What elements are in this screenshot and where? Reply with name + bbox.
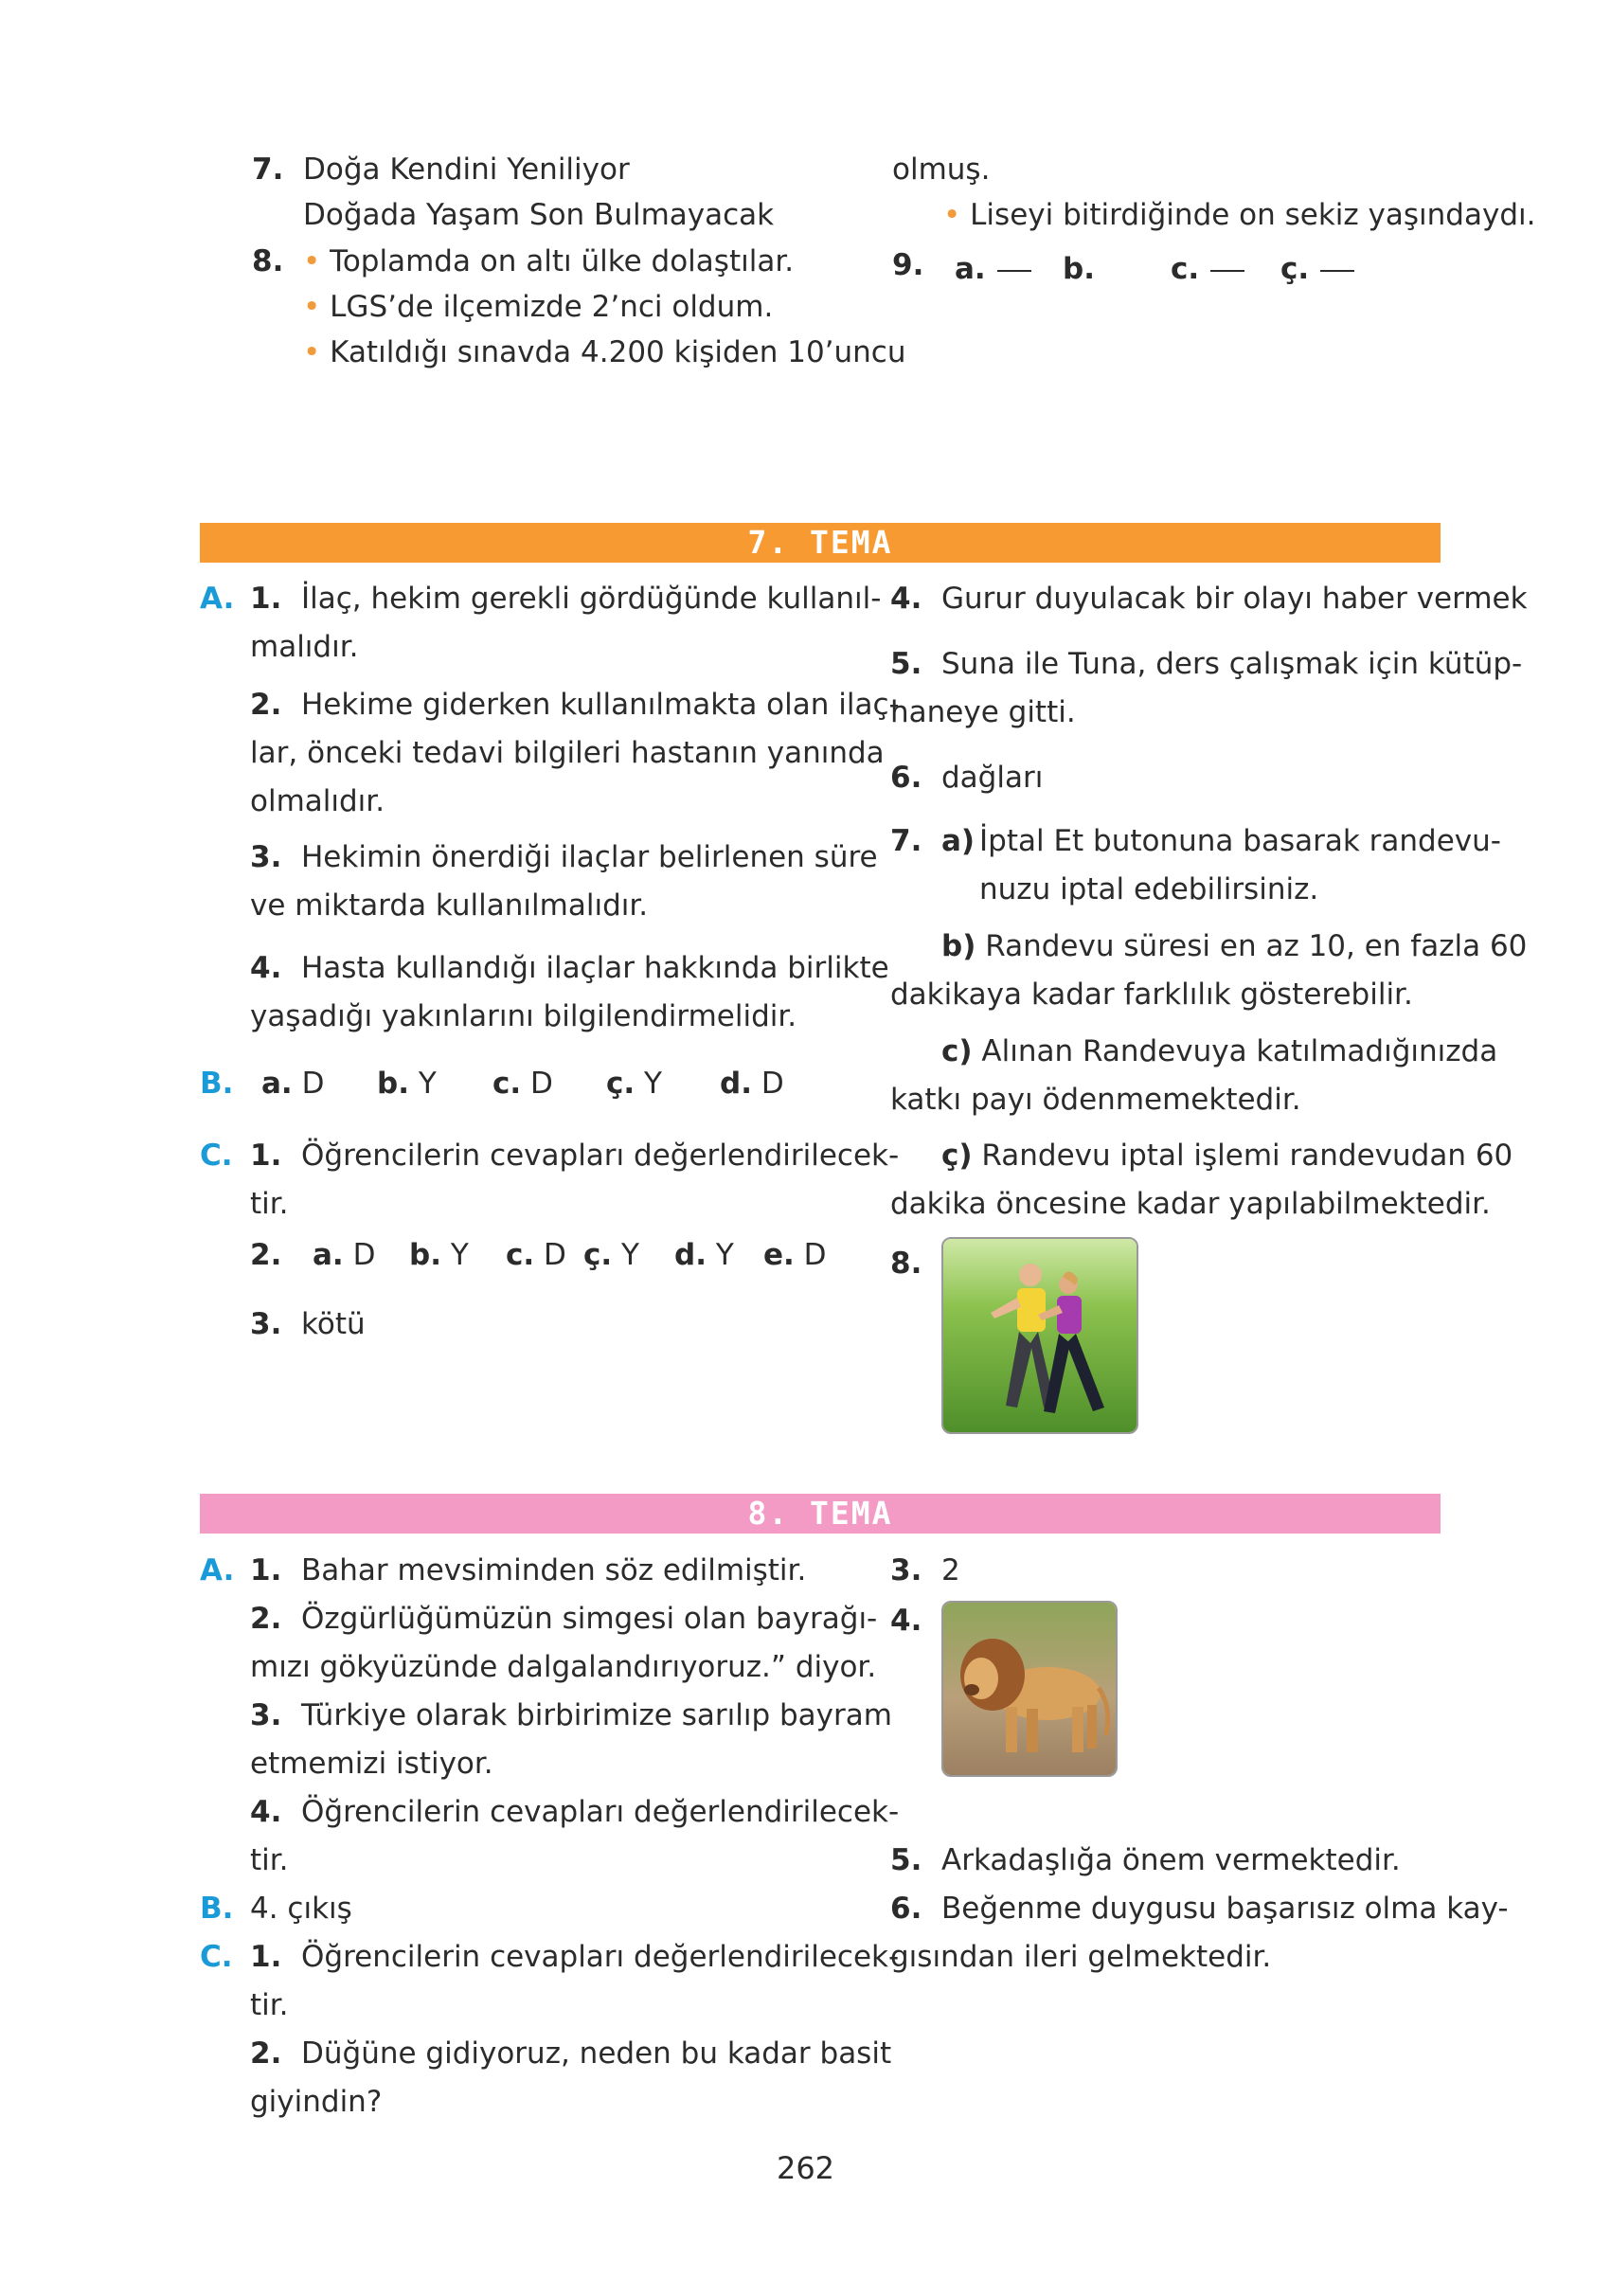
tema7-B-a: a. D xyxy=(261,1067,325,1101)
tema7-7b-line-2: dakikaya kadar farklılık gösterebilir. xyxy=(890,978,1413,1012)
tema8-A4-line-1: Öğrencilerin cevapları değerlendirilecek- xyxy=(301,1795,900,1829)
q8-number: 8. xyxy=(252,244,284,278)
tema8-C-label: C. xyxy=(200,1940,233,1974)
tema7-5-line-1: Suna ile Tuna, ders çalışmak için kütüp- xyxy=(941,647,1523,681)
tema7-4-number: 4. xyxy=(890,582,922,616)
q8-bullet-3-cont: olmuş. xyxy=(892,152,991,187)
tema7-C1-number: 1. xyxy=(250,1139,282,1173)
tema8-C1-line-2: tir. xyxy=(250,1988,289,2022)
lion-illustration xyxy=(943,1603,1116,1775)
q7-number: 7. xyxy=(252,152,284,187)
walking-couple-illustration xyxy=(943,1239,1137,1432)
tema7-7cc-line-2: dakika öncesine kadar yapılabilmektedir. xyxy=(890,1187,1491,1221)
tema7-C2-d: d. Y xyxy=(674,1238,734,1272)
tema7-C2-b: b. Y xyxy=(409,1238,469,1272)
tema8-A1-number: 1. xyxy=(250,1553,282,1587)
tema7-header: 7. TEMA xyxy=(200,523,1441,563)
tema8-A4-line-2: tir. xyxy=(250,1843,289,1877)
tema7-8-number: 8. xyxy=(890,1247,922,1281)
tema8-A-label: A. xyxy=(200,1553,235,1587)
tema8-C1-line-1: Öğrencilerin cevapları değerlendirilecek- xyxy=(301,1940,900,1974)
tema7-A4-number: 4. xyxy=(250,951,282,985)
tema8-6-line-2: gısından ileri gelmektedir. xyxy=(890,1940,1272,1974)
q9-b: b. xyxy=(1063,252,1095,286)
tema8-5-number: 5. xyxy=(890,1843,922,1877)
tema7-B-d: d. D xyxy=(720,1067,784,1101)
q8-bullet-1: • Toplamda on altı ülke dolaştılar. xyxy=(303,244,795,278)
tema7-7b-line-1: b) Randevu süresi en az 10, en fazla 60 xyxy=(941,929,1528,963)
q9-cc: ç. xyxy=(1280,252,1354,286)
tema7-C2-c: c. D xyxy=(506,1238,566,1272)
q9-number: 9. xyxy=(892,248,924,282)
tema7-A2-line-1: Hekime giderken kullanılmakta olan ilaç- xyxy=(301,688,900,722)
tema7-C2-number: 2. xyxy=(250,1238,282,1272)
tema7-A-label: A. xyxy=(200,582,235,616)
tema7-5-line-2: haneye gitti. xyxy=(890,695,1076,729)
tema8-C1-number: 1. xyxy=(250,1940,282,1974)
walking-couple-photo xyxy=(941,1237,1138,1434)
tema7-A1-number: 1. xyxy=(250,582,282,616)
tema7-A3-line-2: ve miktarda kullanılmalıdır. xyxy=(250,888,649,923)
q7-line-2: Doğada Yaşam Son Bulmayacak xyxy=(303,198,775,232)
tema7-B-b: b. Y xyxy=(377,1067,437,1101)
tema7-A2-line-3: olmalıdır. xyxy=(250,784,385,818)
q8-bullet-4: • Liseyi bitirdiğinde on sekiz yaşındaydı. xyxy=(943,198,1536,232)
tema7-A2-number: 2. xyxy=(250,688,282,722)
tema8-4-number: 4. xyxy=(890,1604,922,1638)
tema7-C2-e: e. D xyxy=(763,1238,827,1272)
tema8-A2-line-2: mızı gökyüzünde dalgalandırıyoruz.” diyor. xyxy=(250,1650,877,1684)
q8-bullet-2: • LGS’de ilçemizde 2’nci oldum. xyxy=(303,290,774,324)
q9-a: a. xyxy=(955,252,1031,286)
page-number: 262 xyxy=(776,2150,835,2186)
tema7-7cc-line-1: ç) Randevu iptal işlemi randevudan 60 xyxy=(941,1139,1513,1173)
tema7-7-number: 7. xyxy=(890,824,922,858)
tema7-C1-line-1: Öğrencilerin cevapları değerlendirilecek- xyxy=(301,1139,900,1173)
tema8-C2-line-1: Düğüne gidiyoruz, neden bu kadar basit xyxy=(301,2036,892,2071)
tema7-A2-line-2: lar, önceki tedavi bilgileri hastanın yanında xyxy=(250,736,885,770)
tema7-A3-number: 3. xyxy=(250,840,282,874)
tema7-4-text: Gurur duyulacak bir olayı haber vermek xyxy=(941,582,1528,616)
tema7-C1-line-2: tir. xyxy=(250,1187,289,1221)
tema7-B-c: c. D xyxy=(492,1067,553,1101)
tema8-A3-line-1: Türkiye olarak birbirimize sarılıp bayram xyxy=(301,1698,892,1732)
tema7-7a-line-1: İptal Et butonuna basarak randevu- xyxy=(979,824,1501,858)
tema8-3-text: 2 xyxy=(941,1553,960,1587)
q9-c: c. xyxy=(1171,252,1244,286)
tema8-A2-number: 2. xyxy=(250,1602,282,1636)
lion-photo xyxy=(941,1601,1118,1777)
q8-bullet-3: • Katıldığı sınavda 4.200 kişiden 10’uncu xyxy=(303,335,906,369)
tema7-7a-key: a) xyxy=(941,824,976,858)
tema7-7c-line-2: katkı payı ödenmemektedir. xyxy=(890,1083,1301,1117)
tema8-A3-number: 3. xyxy=(250,1698,282,1732)
tema7-C3-number: 3. xyxy=(250,1307,282,1341)
tema7-5-number: 5. xyxy=(890,647,922,681)
tema8-A4-number: 4. xyxy=(250,1795,282,1829)
tema8-B-text: 4. çıkış xyxy=(250,1892,352,1926)
tema8-A1-text: Bahar mevsiminden söz edilmiştir. xyxy=(301,1553,807,1587)
tema7-7c-line-1: c) Alınan Randevuya katılmadığınızda xyxy=(941,1034,1498,1068)
tema8-6-line-1: Beğenme duygusu başarısız olma kay- xyxy=(941,1892,1509,1926)
tema7-C3-text: kötü xyxy=(301,1307,366,1341)
tema7-6-text: dağları xyxy=(941,761,1044,795)
tema7-A4-line-2: yaşadığı yakınlarını bilgilendirmelidir. xyxy=(250,999,797,1033)
tema7-C2-cc: ç. Y xyxy=(583,1238,639,1272)
tema7-C-label: C. xyxy=(200,1139,233,1173)
tema8-header: 8. TEMA xyxy=(200,1494,1441,1534)
tema7-C2-a: a. D xyxy=(313,1238,376,1272)
tema8-A2-line-1: Özgürlüğümüzün simgesi olan bayrağı- xyxy=(301,1602,878,1636)
tema7-B-label: B. xyxy=(200,1067,234,1101)
tema7-7a-line-2: nuzu iptal edebilirsiniz. xyxy=(979,872,1319,906)
tema8-3-number: 3. xyxy=(890,1553,922,1587)
tema7-6-number: 6. xyxy=(890,761,922,795)
tema7-A1-line-2: malıdır. xyxy=(250,630,359,664)
q7-line-1: Doğa Kendini Yeniliyor xyxy=(303,152,630,187)
tema8-5-text: Arkadaşlığa önem vermektedir. xyxy=(941,1843,1401,1877)
tema8-C2-number: 2. xyxy=(250,2036,282,2071)
tema7-A1-line-1: İlaç, hekim gerekli gördüğünde kullanıl- xyxy=(301,582,882,616)
tema8-B-label: B. xyxy=(200,1892,234,1926)
tema8-A3-line-2: etmemizi istiyor. xyxy=(250,1747,493,1781)
tema7-B-cc: ç. Y xyxy=(606,1067,662,1101)
tema7-A3-line-1: Hekimin önerdiği ilaçlar belirlenen süre xyxy=(301,840,878,874)
tema8-C2-line-2: giyindin? xyxy=(250,2085,383,2119)
tema8-6-number: 6. xyxy=(890,1892,922,1926)
tema7-A4-line-1: Hasta kullandığı ilaçlar hakkında birlikte xyxy=(301,951,889,985)
